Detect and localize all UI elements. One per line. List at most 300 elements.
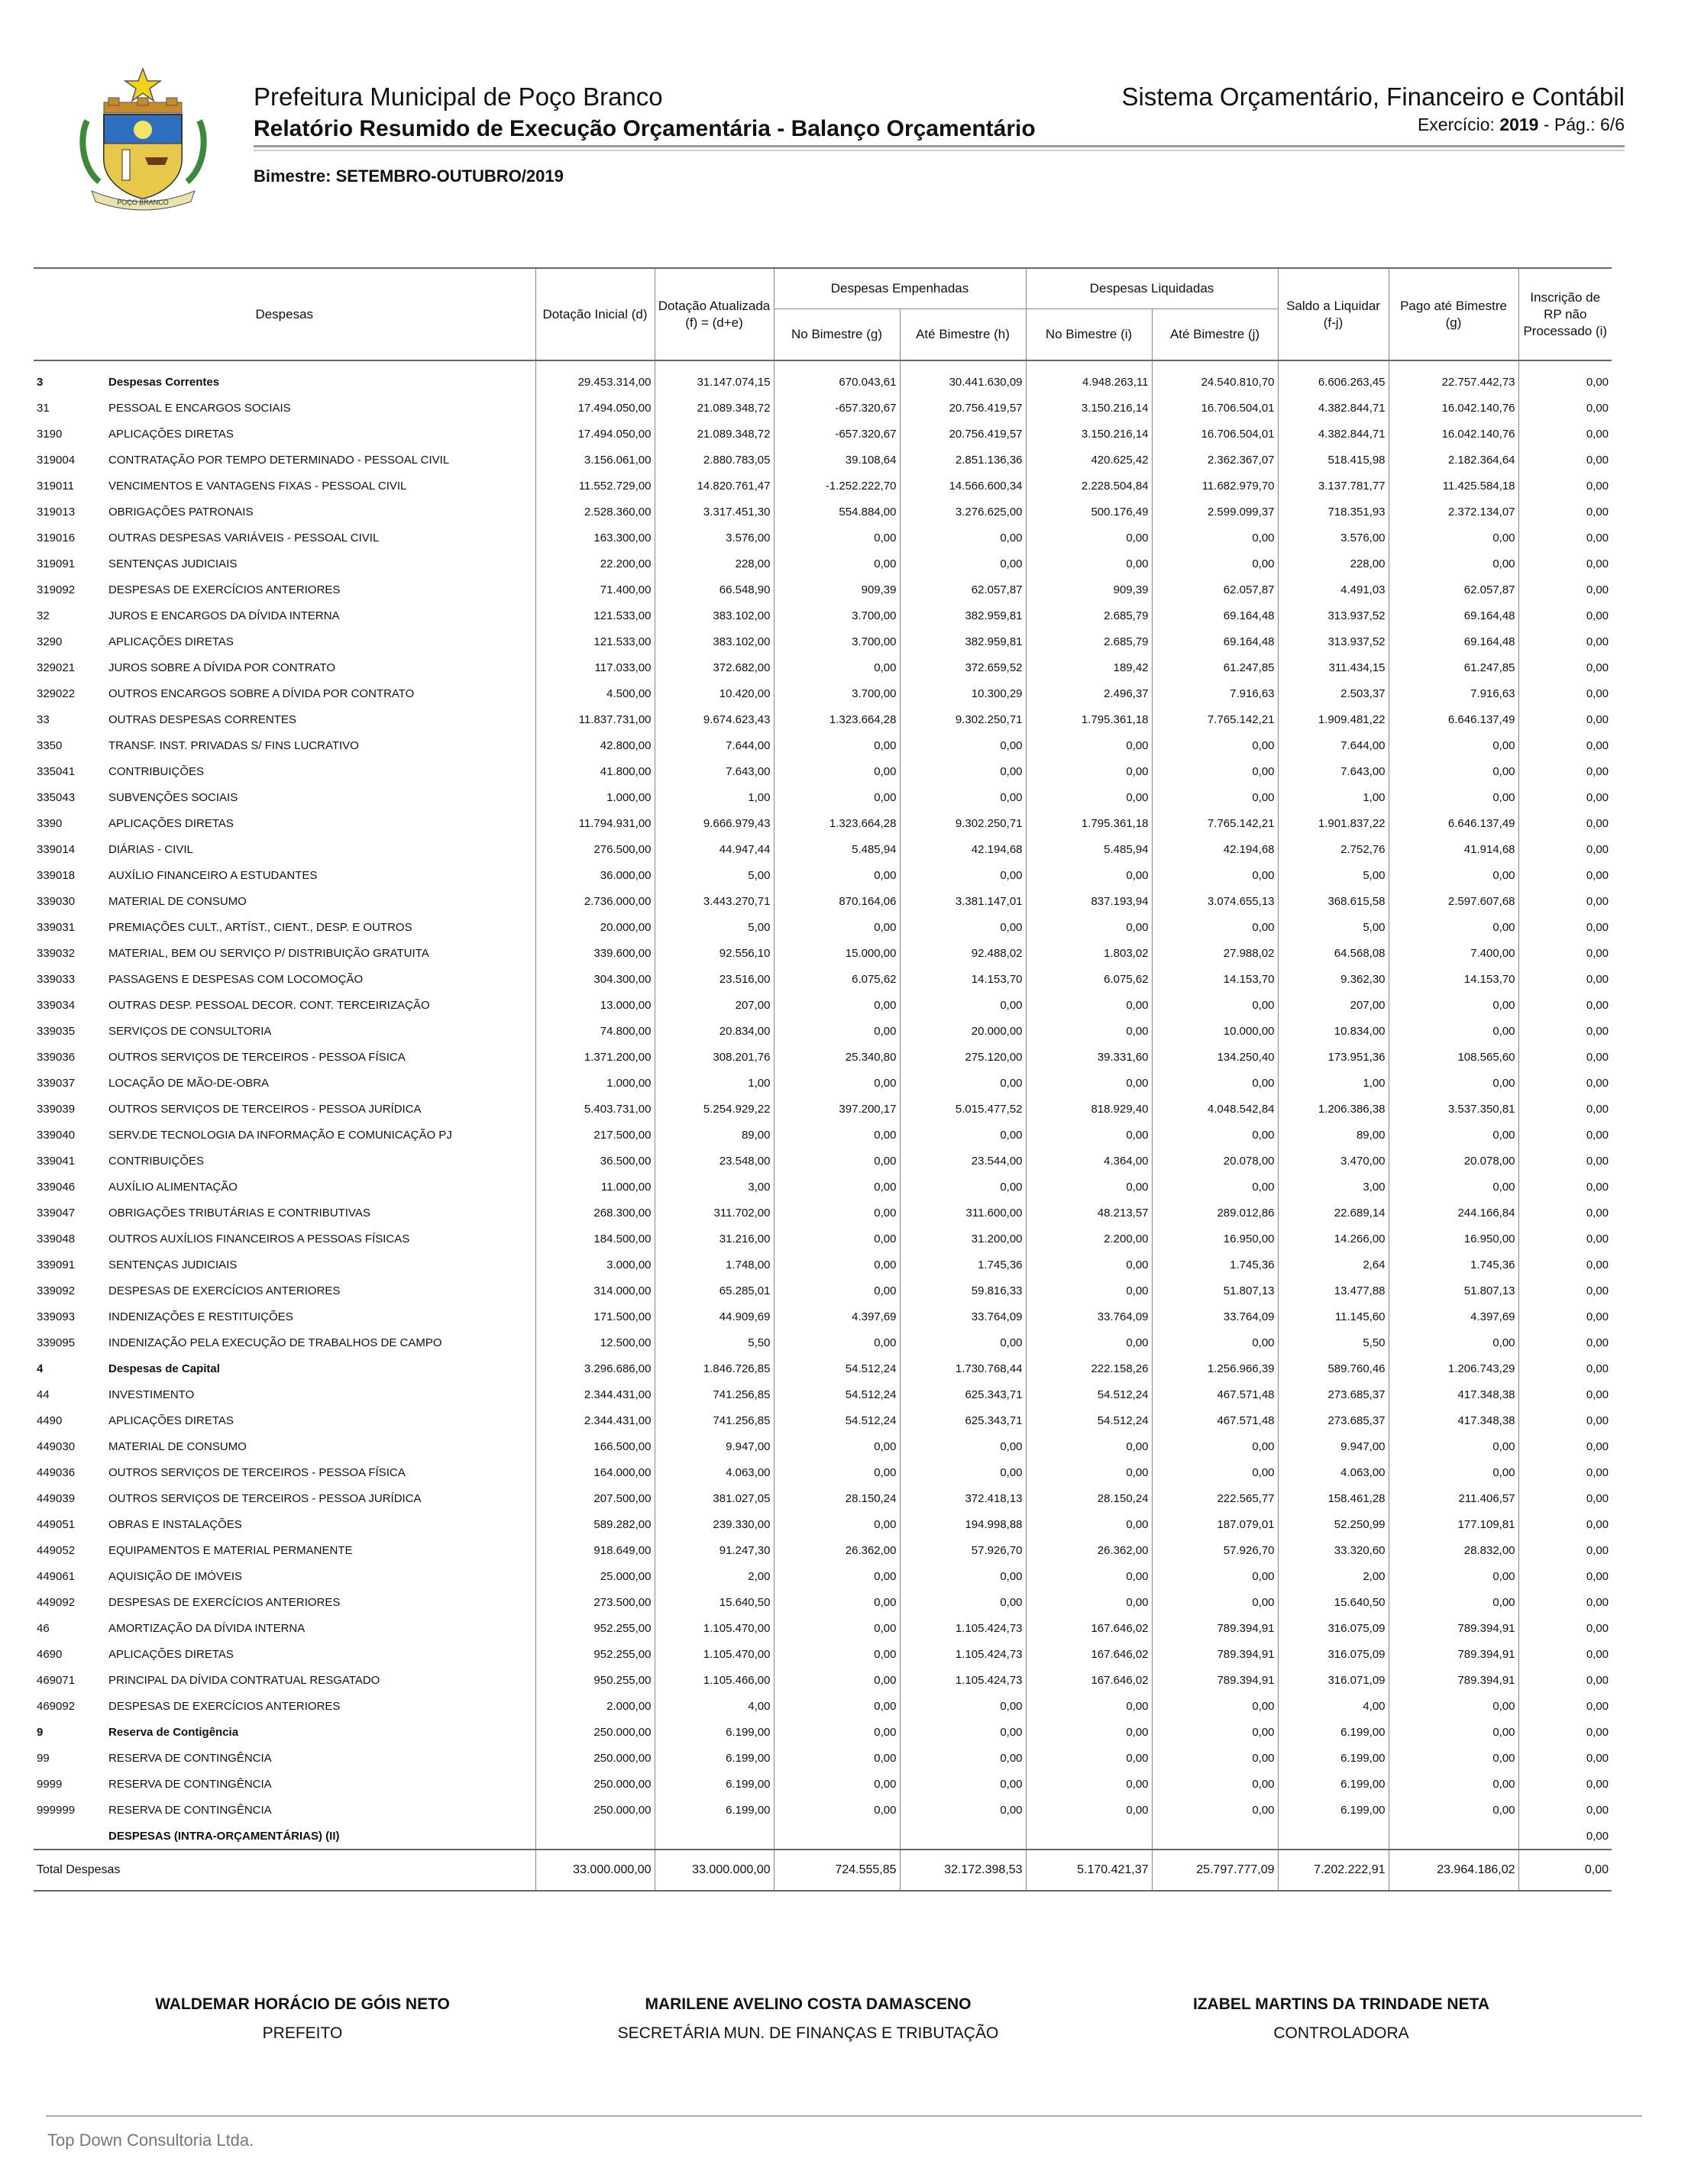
- value-cell: 2.200,00: [1026, 1226, 1152, 1252]
- value-cell: 2.362.367,07: [1152, 447, 1278, 473]
- value-cell: 3.074.655,13: [1152, 888, 1278, 914]
- value-cell: 66.548,90: [655, 577, 774, 603]
- table-row: [34, 473, 1612, 499]
- total-cell: 33.000.000,00: [535, 1850, 655, 1891]
- row-description: [34, 628, 535, 654]
- value-cell: 0,00: [1586, 557, 1609, 570]
- value-cell: 372.682,00: [655, 654, 774, 680]
- value-cell: 0,00: [1026, 914, 1152, 940]
- value-cell: 92.556,10: [655, 940, 774, 966]
- value-cell: 2.528.360,00: [535, 499, 655, 525]
- row-code: 4490: [37, 1413, 63, 1427]
- table-row: [34, 1070, 1612, 1096]
- row-code: 32: [37, 609, 50, 622]
- row-code: 329022: [37, 687, 76, 700]
- value-cell: 0,00: [1026, 862, 1152, 888]
- value-cell: 217.500,00: [535, 1122, 655, 1148]
- value-cell: 0,00: [1389, 1433, 1518, 1459]
- value-cell: 30.441.630,09: [900, 360, 1026, 395]
- value-cell: 222.158,26: [1026, 1355, 1152, 1381]
- total-cell: 0,00: [1518, 1850, 1612, 1891]
- value-cell: 0,00: [1152, 1589, 1278, 1615]
- value-cell: 171.500,00: [535, 1304, 655, 1329]
- row-description: [34, 1693, 535, 1719]
- row-label: OUTROS SERVIÇOS DE TERCEIROS - PESSOA JURÍDICA: [108, 1491, 422, 1505]
- value-cell: 62.057,87: [1152, 577, 1278, 603]
- value-cell: 0,00: [1026, 1278, 1152, 1304]
- table-row: [34, 1563, 1612, 1589]
- value-cell: 0,00: [1152, 862, 1278, 888]
- table-row: [34, 784, 1612, 810]
- table-row: [34, 1693, 1612, 1719]
- header-rule-thin: [254, 150, 1625, 151]
- value-cell: 0,00: [1586, 1621, 1609, 1635]
- value-cell: 36.500,00: [535, 1148, 655, 1174]
- value-cell: 308.201,76: [655, 1044, 774, 1070]
- value-cell: 9.362,30: [1278, 966, 1389, 992]
- table-row: [34, 577, 1612, 603]
- value-cell: 0,00: [1389, 1719, 1518, 1745]
- value-cell: 0,00: [1586, 1206, 1609, 1220]
- value-cell: 33.764,09: [900, 1304, 1026, 1329]
- table-row: [34, 603, 1612, 628]
- value-cell: 273.685,37: [1278, 1407, 1389, 1433]
- value-cell: 1,00: [1278, 1070, 1389, 1096]
- value-cell: 3.576,00: [1278, 525, 1389, 551]
- table-row: [34, 1252, 1612, 1278]
- value-cell: 0,00: [900, 1719, 1026, 1745]
- signature-controladora: [1112, 1995, 1570, 2043]
- row-code: 31: [37, 401, 50, 415]
- value-cell: 5.403.731,00: [535, 1096, 655, 1122]
- row-label: INDENIZAÇÃO PELA EXECUÇÃO DE TRABALHOS DE CAMPO: [108, 1336, 442, 1349]
- value-cell: 316.071,09: [1278, 1667, 1389, 1693]
- value-cell: 313.937,52: [1278, 603, 1389, 628]
- value-cell: 0,00: [1389, 525, 1518, 551]
- value-cell: 1.323.664,28: [774, 706, 900, 732]
- value-cell: 0,00: [1586, 1829, 1609, 1843]
- value-cell: 1.105.424,73: [900, 1615, 1026, 1641]
- row-label: APLICAÇÕES DIRETAS: [108, 1647, 234, 1661]
- value-cell: 173.951,36: [1278, 1044, 1389, 1070]
- table-row: [34, 1589, 1612, 1615]
- value-cell: 2.599.099,37: [1152, 499, 1278, 525]
- value-cell: 0,00: [1026, 732, 1152, 758]
- row-description: [34, 1355, 535, 1381]
- value-cell: 0,00: [1026, 784, 1152, 810]
- value-cell: 0,00: [1586, 479, 1609, 493]
- row-code: 339040: [37, 1128, 76, 1142]
- row-code: 339036: [37, 1050, 76, 1064]
- value-cell: 789.394,91: [1152, 1615, 1278, 1641]
- table-total: [34, 1850, 1612, 1891]
- row-description: [34, 577, 535, 603]
- row-code: 449052: [37, 1543, 76, 1557]
- row-label: OUTRAS DESPESAS VARIÁVEIS - PESSOAL CIVIL: [108, 531, 380, 544]
- value-cell: 10.834,00: [1278, 1018, 1389, 1044]
- value-cell: 16.042.140,76: [1389, 421, 1518, 447]
- value-cell: 382.959,81: [900, 628, 1026, 654]
- value-cell: 0,00: [774, 1070, 900, 1096]
- value-cell: 5,50: [655, 1329, 774, 1355]
- value-cell: -657.320,67: [774, 395, 900, 421]
- row-description: [34, 1745, 535, 1771]
- table-row: [34, 1615, 1612, 1641]
- value-cell: 0,00: [1152, 1693, 1278, 1719]
- value-cell: 0,00: [1026, 1771, 1152, 1797]
- row-label: RESERVA DE CONTINGÊNCIA: [108, 1777, 272, 1791]
- value-cell: 837.193,94: [1026, 888, 1152, 914]
- exercise-label: Exercício:: [1417, 115, 1495, 134]
- value-cell: 0,00: [1389, 758, 1518, 784]
- value-cell: 7.643,00: [655, 758, 774, 784]
- value-cell: 54.512,24: [774, 1381, 900, 1407]
- row-code: 339037: [37, 1076, 76, 1090]
- row-description: [34, 732, 535, 758]
- value-cell: 0,00: [1026, 525, 1152, 551]
- row-code: 449092: [37, 1595, 76, 1609]
- value-cell: 0,00: [774, 1771, 900, 1797]
- value-cell: 0,00: [900, 1745, 1026, 1771]
- value-cell: 1.795.361,18: [1026, 810, 1152, 836]
- value-cell: 26.362,00: [1026, 1537, 1152, 1563]
- total-cell: 25.797.777,09: [1152, 1850, 1278, 1891]
- row-label: APLICAÇÕES DIRETAS: [108, 427, 234, 441]
- value-cell: 7.916,63: [1389, 680, 1518, 706]
- value-cell: 6.199,00: [1278, 1719, 1389, 1745]
- value-cell: [774, 1823, 900, 1850]
- value-cell: 121.533,00: [535, 628, 655, 654]
- value-cell: 13.000,00: [535, 992, 655, 1018]
- bimester-label: Bimestre: SETEMBRO-OUTUBRO/2019: [254, 166, 564, 186]
- value-cell: 311.434,15: [1278, 654, 1389, 680]
- value-cell: 316.075,09: [1278, 1641, 1389, 1667]
- value-cell: 0,00: [774, 914, 900, 940]
- value-cell: 741.256,85: [655, 1381, 774, 1407]
- value-cell: 1.323.664,28: [774, 810, 900, 836]
- value-cell: 718.351,93: [1278, 499, 1389, 525]
- value-cell: 1.105.470,00: [655, 1615, 774, 1641]
- value-cell: 3.296.686,00: [535, 1355, 655, 1381]
- value-cell: 339.600,00: [535, 940, 655, 966]
- value-cell: 92.488,02: [900, 940, 1026, 966]
- value-cell: 0,00: [774, 654, 900, 680]
- total-cell: 32.172.398,53: [900, 1850, 1026, 1891]
- row-label: INVESTIMENTO: [108, 1388, 195, 1401]
- value-cell: 0,00: [1586, 764, 1609, 778]
- value-cell: 625.343,71: [900, 1381, 1026, 1407]
- row-label: MATERIAL DE CONSUMO: [108, 1439, 247, 1453]
- value-cell: 275.120,00: [900, 1044, 1026, 1070]
- value-cell: 273.685,37: [1278, 1381, 1389, 1407]
- value-cell: 0,00: [1026, 1563, 1152, 1589]
- row-label: AMORTIZAÇÃO DA DÍVIDA INTERNA: [108, 1621, 306, 1635]
- value-cell: 0,00: [1152, 784, 1278, 810]
- value-cell: 0,00: [1586, 1439, 1609, 1453]
- value-cell: 9.674.623,43: [655, 706, 774, 732]
- row-description: [34, 1563, 535, 1589]
- value-cell: 4.063,00: [655, 1459, 774, 1485]
- value-cell: 870.164,06: [774, 888, 900, 914]
- value-cell: [1389, 1823, 1518, 1850]
- row-label: RESERVA DE CONTINGÊNCIA: [108, 1803, 272, 1817]
- row-code: 4690: [37, 1647, 63, 1661]
- value-cell: 0,00: [774, 1797, 900, 1823]
- value-cell: 2.228.504,84: [1026, 473, 1152, 499]
- value-cell: 16.042.140,76: [1389, 395, 1518, 421]
- value-cell: 382.959,81: [900, 603, 1026, 628]
- row-label: PRINCIPAL DA DÍVIDA CONTRATUAL RESGATADO: [108, 1673, 380, 1687]
- row-description: [34, 1096, 535, 1122]
- value-cell: 167.646,02: [1026, 1615, 1152, 1641]
- value-cell: 5.485,94: [1026, 836, 1152, 862]
- value-cell: 250.000,00: [535, 1745, 655, 1771]
- table-row: [34, 1485, 1612, 1511]
- value-cell: 0,00: [1026, 1459, 1152, 1485]
- row-label: AQUISIÇÃO DE IMÓVEIS: [108, 1569, 243, 1583]
- value-cell: 0,00: [900, 1070, 1026, 1096]
- value-cell: 28.832,00: [1389, 1537, 1518, 1563]
- signature-secretaria: [579, 1995, 1037, 2043]
- value-cell: 0,00: [774, 1719, 900, 1745]
- value-cell: 0,00: [1026, 1797, 1152, 1823]
- value-cell: 189,42: [1026, 654, 1152, 680]
- row-description: [34, 499, 535, 525]
- row-code: 319092: [37, 583, 76, 596]
- value-cell: 26.362,00: [774, 1537, 900, 1563]
- table-row: [34, 1122, 1612, 1148]
- value-cell: 0,00: [1389, 551, 1518, 577]
- row-description: [34, 1329, 535, 1355]
- value-cell: 0,00: [774, 1252, 900, 1278]
- value-cell: 22.200,00: [535, 551, 655, 577]
- value-cell: 0,00: [1389, 1797, 1518, 1823]
- value-cell: 0,00: [774, 1174, 900, 1200]
- table-row: [34, 862, 1612, 888]
- row-description: [34, 1667, 535, 1693]
- row-description: [34, 1641, 535, 1667]
- row-description: [34, 680, 535, 706]
- value-cell: 0,00: [774, 862, 900, 888]
- value-cell: 0,00: [774, 1511, 900, 1537]
- value-cell: 0,00: [1586, 920, 1609, 934]
- value-cell: 29.453.314,00: [535, 360, 655, 395]
- value-cell: 2.685,79: [1026, 628, 1152, 654]
- value-cell: 0,00: [1586, 453, 1609, 467]
- value-cell: 14.820.761,47: [655, 473, 774, 499]
- value-cell: 9.947,00: [655, 1433, 774, 1459]
- value-cell: 0,00: [1389, 862, 1518, 888]
- row-label: OBRIGAÇÕES TRIBUTÁRIAS E CONTRIBUTIVAS: [108, 1206, 370, 1220]
- value-cell: 0,00: [1389, 1018, 1518, 1044]
- value-cell: 0,00: [774, 1641, 900, 1667]
- footer-rule: [46, 2115, 1642, 2117]
- value-cell: 0,00: [1152, 732, 1278, 758]
- value-cell: 14.153,70: [1152, 966, 1278, 992]
- value-cell: 20.000,00: [900, 1018, 1026, 1044]
- value-cell: 0,00: [1026, 1511, 1152, 1537]
- value-cell: 0,00: [1152, 1070, 1278, 1096]
- row-label: DESPESAS DE EXERCÍCIOS ANTERIORES: [108, 583, 341, 596]
- value-cell: 62.057,87: [1389, 577, 1518, 603]
- value-cell: 5,00: [655, 914, 774, 940]
- value-cell: [1152, 1823, 1278, 1850]
- table-row: [34, 1278, 1612, 1304]
- row-description: [34, 1070, 535, 1096]
- value-cell: 0,00: [774, 1459, 900, 1485]
- value-cell: 0,00: [1586, 1102, 1609, 1116]
- value-cell: 33.764,09: [1152, 1304, 1278, 1329]
- value-cell: 0,00: [1586, 1595, 1609, 1609]
- row-label: SENTENÇAS JUDICIAIS: [108, 557, 238, 570]
- value-cell: 918.649,00: [535, 1537, 655, 1563]
- table-row: [34, 1018, 1612, 1044]
- value-cell: 0,00: [1586, 635, 1609, 648]
- value-cell: 20.078,00: [1152, 1148, 1278, 1174]
- row-description: [34, 888, 535, 914]
- value-cell: 51.807,13: [1389, 1278, 1518, 1304]
- value-cell: 0,00: [1586, 1465, 1609, 1479]
- value-cell: 10.300,29: [900, 680, 1026, 706]
- signature-role: SECRETÁRIA MUN. DE FINANÇAS E TRIBUTAÇÃO: [617, 2024, 999, 2042]
- row-label: Despesas Correntes: [108, 375, 220, 389]
- row-description: [34, 1589, 535, 1615]
- value-cell: 61.247,85: [1389, 654, 1518, 680]
- value-cell: 950.255,00: [535, 1667, 655, 1693]
- value-cell: 65.285,01: [655, 1278, 774, 1304]
- value-cell: 2,00: [655, 1563, 774, 1589]
- value-cell: 1.901.837,22: [1278, 810, 1389, 836]
- value-cell: 0,00: [1152, 758, 1278, 784]
- value-cell: 2.736.000,00: [535, 888, 655, 914]
- value-cell: 69.164,48: [1389, 628, 1518, 654]
- row-label: MATERIAL, BEM OU SERVIÇO P/ DISTRIBUIÇÃO GRATUITA: [108, 946, 429, 960]
- value-cell: 23.548,00: [655, 1148, 774, 1174]
- value-cell: 3.381.147,01: [900, 888, 1026, 914]
- row-label: APLICAÇÕES DIRETAS: [108, 635, 234, 648]
- table-row: [34, 914, 1612, 940]
- table-row: [34, 992, 1612, 1018]
- value-cell: 7.644,00: [655, 732, 774, 758]
- value-cell: 39.108,64: [774, 447, 900, 473]
- row-label: AUXÍLIO ALIMENTAÇÃO: [108, 1180, 238, 1194]
- table-row: [34, 966, 1612, 992]
- value-cell: 0,00: [1026, 1433, 1152, 1459]
- value-cell: 4.397,69: [774, 1304, 900, 1329]
- table-body: [34, 360, 1612, 1850]
- value-cell: 7.916,63: [1152, 680, 1278, 706]
- value-cell: 0,00: [1586, 790, 1609, 804]
- value-cell: 31.216,00: [655, 1226, 774, 1252]
- value-cell: 6.199,00: [1278, 1771, 1389, 1797]
- value-cell: 163.300,00: [535, 525, 655, 551]
- value-cell: 117.033,00: [535, 654, 655, 680]
- row-description: [34, 360, 535, 395]
- row-label: OUTROS SERVIÇOS DE TERCEIROS - PESSOA FÍSICA: [108, 1465, 406, 1479]
- value-cell: 5.485,94: [774, 836, 900, 862]
- table-row: [34, 732, 1612, 758]
- value-cell: 0,00: [1389, 1070, 1518, 1096]
- value-cell: 741.256,85: [655, 1407, 774, 1433]
- value-cell: 0,00: [1152, 1797, 1278, 1823]
- value-cell: 0,00: [900, 862, 1026, 888]
- value-cell: 48.213,57: [1026, 1200, 1152, 1226]
- value-cell: 211.406,57: [1389, 1485, 1518, 1511]
- value-cell: 789.394,91: [1389, 1615, 1518, 1641]
- row-label: PESSOAL E ENCARGOS SOCIAIS: [108, 401, 291, 415]
- col-group-empenhadas: Despesas Empenhadas: [774, 268, 1026, 309]
- col-saldo: Saldo a Liquidar (f-j): [1278, 268, 1389, 360]
- value-cell: 311.600,00: [900, 1200, 1026, 1226]
- value-cell: 789.394,91: [1389, 1667, 1518, 1693]
- row-label: MATERIAL DE CONSUMO: [108, 894, 247, 908]
- value-cell: 0,00: [1586, 1180, 1609, 1194]
- value-cell: 4.397,69: [1389, 1304, 1518, 1329]
- row-label: OUTROS SERVIÇOS DE TERCEIROS - PESSOA JURÍDICA: [108, 1102, 422, 1116]
- value-cell: 0,00: [774, 1122, 900, 1148]
- row-description: [34, 836, 535, 862]
- value-cell: 69.164,48: [1152, 628, 1278, 654]
- table-row: [34, 758, 1612, 784]
- municipal-crest-logo: [76, 67, 210, 216]
- value-cell: 0,00: [1586, 1647, 1609, 1661]
- row-code: 3350: [37, 738, 63, 752]
- value-cell: 6.606.263,45: [1278, 360, 1389, 395]
- value-cell: 3.317.451,30: [655, 499, 774, 525]
- value-cell: 5,00: [655, 862, 774, 888]
- row-description: [34, 1200, 535, 1226]
- row-code: 339041: [37, 1154, 76, 1168]
- row-code: 9999: [37, 1777, 63, 1791]
- value-cell: 1.000,00: [535, 784, 655, 810]
- value-cell: [1278, 1823, 1389, 1850]
- exercise-info: [1418, 115, 1625, 135]
- value-cell: 0,00: [1586, 609, 1609, 622]
- value-cell: 467.571,48: [1152, 1407, 1278, 1433]
- value-cell: 1.105.470,00: [655, 1641, 774, 1667]
- value-cell: 6.199,00: [1278, 1797, 1389, 1823]
- value-cell: 7.765.142,21: [1152, 706, 1278, 732]
- value-cell: 10.420,00: [655, 680, 774, 706]
- value-cell: 368.615,58: [1278, 888, 1389, 914]
- row-code: 449036: [37, 1465, 76, 1479]
- value-cell: 0,00: [1389, 1329, 1518, 1355]
- value-cell: 0,00: [1586, 1517, 1609, 1531]
- value-cell: 54.512,24: [774, 1407, 900, 1433]
- value-cell: 4.948.263,11: [1026, 360, 1152, 395]
- value-cell: 0,00: [1152, 1719, 1278, 1745]
- value-cell: 0,00: [1586, 1725, 1609, 1739]
- value-cell: 158.461,28: [1278, 1485, 1389, 1511]
- value-cell: 589.282,00: [535, 1511, 655, 1537]
- table-row: [34, 360, 1612, 395]
- row-description: [34, 862, 535, 888]
- row-label: OUTROS SERVIÇOS DE TERCEIROS - PESSOA FÍSICA: [108, 1050, 406, 1064]
- row-label: CONTRIBUIÇÕES: [108, 764, 205, 778]
- value-cell: 3.137.781,77: [1278, 473, 1389, 499]
- col-pago: Pago até Bimestre (g): [1389, 268, 1518, 360]
- row-code: 339031: [37, 920, 76, 934]
- value-cell: 250.000,00: [535, 1797, 655, 1823]
- row-description: [34, 1719, 535, 1745]
- table-row: [34, 421, 1612, 447]
- value-cell: 36.000,00: [535, 862, 655, 888]
- value-cell: 818.929,40: [1026, 1096, 1152, 1122]
- total-cell: 5.170.421,37: [1026, 1850, 1152, 1891]
- value-cell: 1.206.743,29: [1389, 1355, 1518, 1381]
- table-row: [34, 1797, 1612, 1823]
- value-cell: 909,39: [774, 577, 900, 603]
